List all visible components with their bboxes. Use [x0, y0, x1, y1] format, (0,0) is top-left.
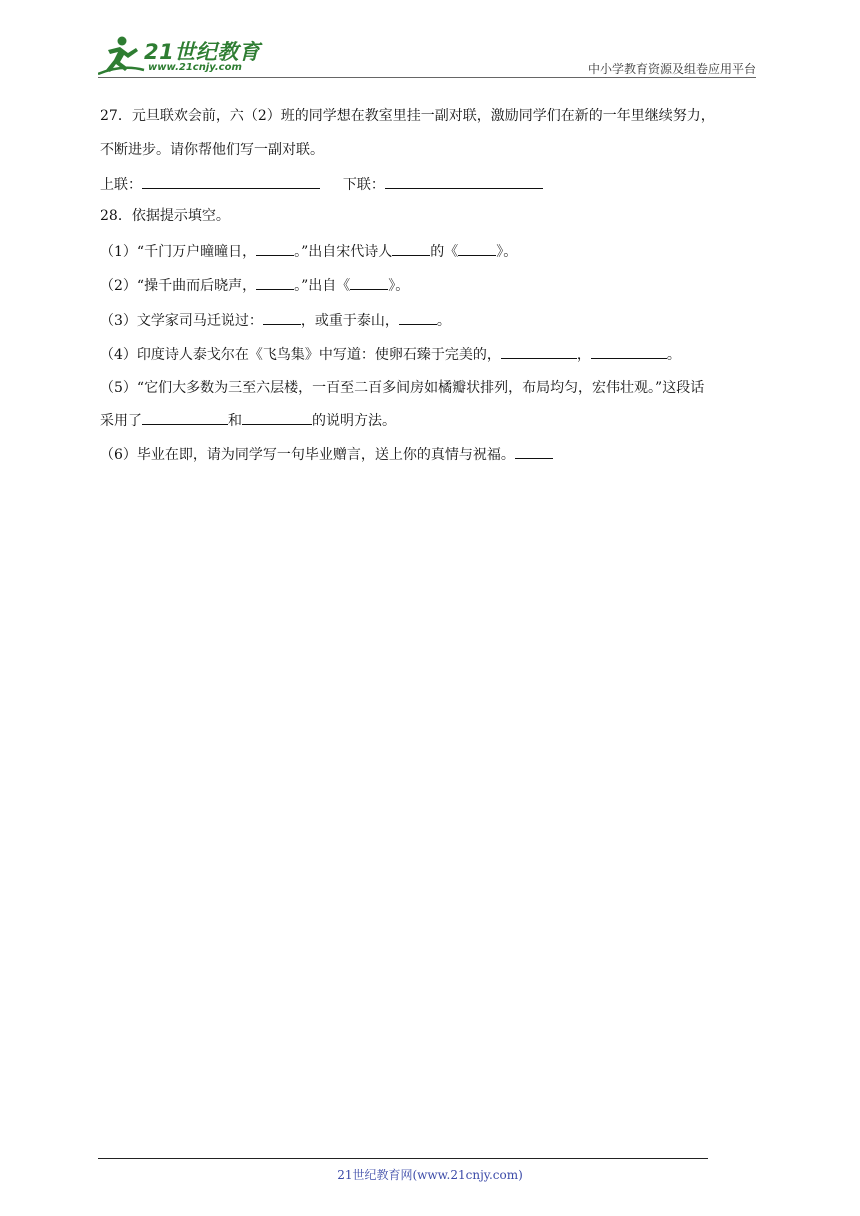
platform-name: 中小学教育资源及组卷应用平台: [587, 62, 756, 76]
q28-5-text-b: 和: [228, 413, 242, 429]
logo-title: 21世纪教育: [144, 40, 261, 64]
q28-2-text-a: （2）“操千曲而后晓声，: [100, 278, 257, 294]
q28-1-text-a: （1）“千门万户曈曈日，: [100, 244, 257, 260]
lower-couplet-blank[interactable]: [385, 174, 543, 189]
logo: [98, 34, 268, 76]
q28-5-text-c: 的说明方法。: [312, 413, 396, 429]
q28-2-blank-2[interactable]: [350, 275, 388, 290]
q28-6-blank-1[interactable]: [515, 444, 553, 459]
q28-item-3: [100, 310, 451, 331]
upper-couplet-label: 上联：: [100, 177, 142, 193]
q28-3-blank-1[interactable]: [263, 310, 301, 325]
runner-logo-icon: [98, 34, 146, 76]
page-header: [98, 30, 756, 78]
q28-item-5-line2: [100, 410, 396, 431]
q28-4-blank-1[interactable]: [501, 344, 577, 359]
q27-couplet-line: [100, 174, 543, 195]
q28-5-text-a: 采用了: [100, 413, 142, 429]
q28-4-text-a: （4）印度诗人泰戈尔在《飞鸟集》中写道：使卵石臻于完美的，: [100, 347, 501, 363]
q28-item-1: [100, 241, 517, 262]
q27-line2: 不断进步。请你帮他们写一副对联。: [100, 142, 324, 158]
q28-4-blank-2[interactable]: [591, 344, 667, 359]
q28-1-blank-2[interactable]: [392, 241, 430, 256]
q28-2-text-c: 》。: [388, 278, 410, 294]
q28-title: 28．依据提示填空。: [100, 208, 230, 224]
footer-divider: [98, 1158, 708, 1159]
q28-3-text-c: 。: [436, 313, 451, 329]
q28-1-text-d: 》。: [496, 244, 518, 260]
header-divider: [98, 77, 756, 78]
q28-2-blank-1[interactable]: [256, 275, 294, 290]
q28-3-text-a: （3）文学家司马迁说过：: [100, 313, 263, 329]
q28-5-blank-1[interactable]: [142, 410, 228, 425]
q28-1-blank-3[interactable]: [458, 241, 496, 256]
q28-1-blank-1[interactable]: [256, 241, 294, 256]
logo-url: www.21cnjy.com: [148, 62, 242, 73]
q28-1-text-c: 的《: [430, 244, 459, 260]
q28-item-6: [100, 444, 553, 465]
q28-5-blank-2[interactable]: [242, 410, 312, 425]
q28-4-text-b: ，: [576, 347, 591, 363]
q28-item-4: [100, 344, 681, 365]
q28-item-5-line1: （5）“它们大多数为三至六层楼，一百至二百多间房如橘瓣状排列，布局均匀，宏伟壮观。”这段话: [100, 380, 705, 396]
q28-6-text-a: （6）毕业在即，请为同学写一句毕业赠言，送上你的真情与祝福。: [100, 447, 515, 463]
lower-couplet-label: 下联：: [342, 177, 385, 193]
q28-item-2: [100, 275, 409, 296]
q28-4-text-c: 。: [666, 347, 681, 363]
q28-3-text-b: ，或重于泰山，: [300, 313, 399, 329]
footer-text: 21世纪教育网(www.21cnjy.com): [337, 1168, 523, 1182]
upper-couplet-blank[interactable]: [142, 174, 320, 189]
q27-line1: 27．元旦联欢会前，六（2）班的同学想在教室里挂一副对联，激励同学们在新的一年里继续努力，: [100, 108, 715, 124]
q28-1-text-b: 。”出自宋代诗人: [294, 244, 393, 260]
q28-3-blank-2[interactable]: [399, 310, 437, 325]
q28-2-text-b: 。”出自《: [294, 278, 351, 294]
